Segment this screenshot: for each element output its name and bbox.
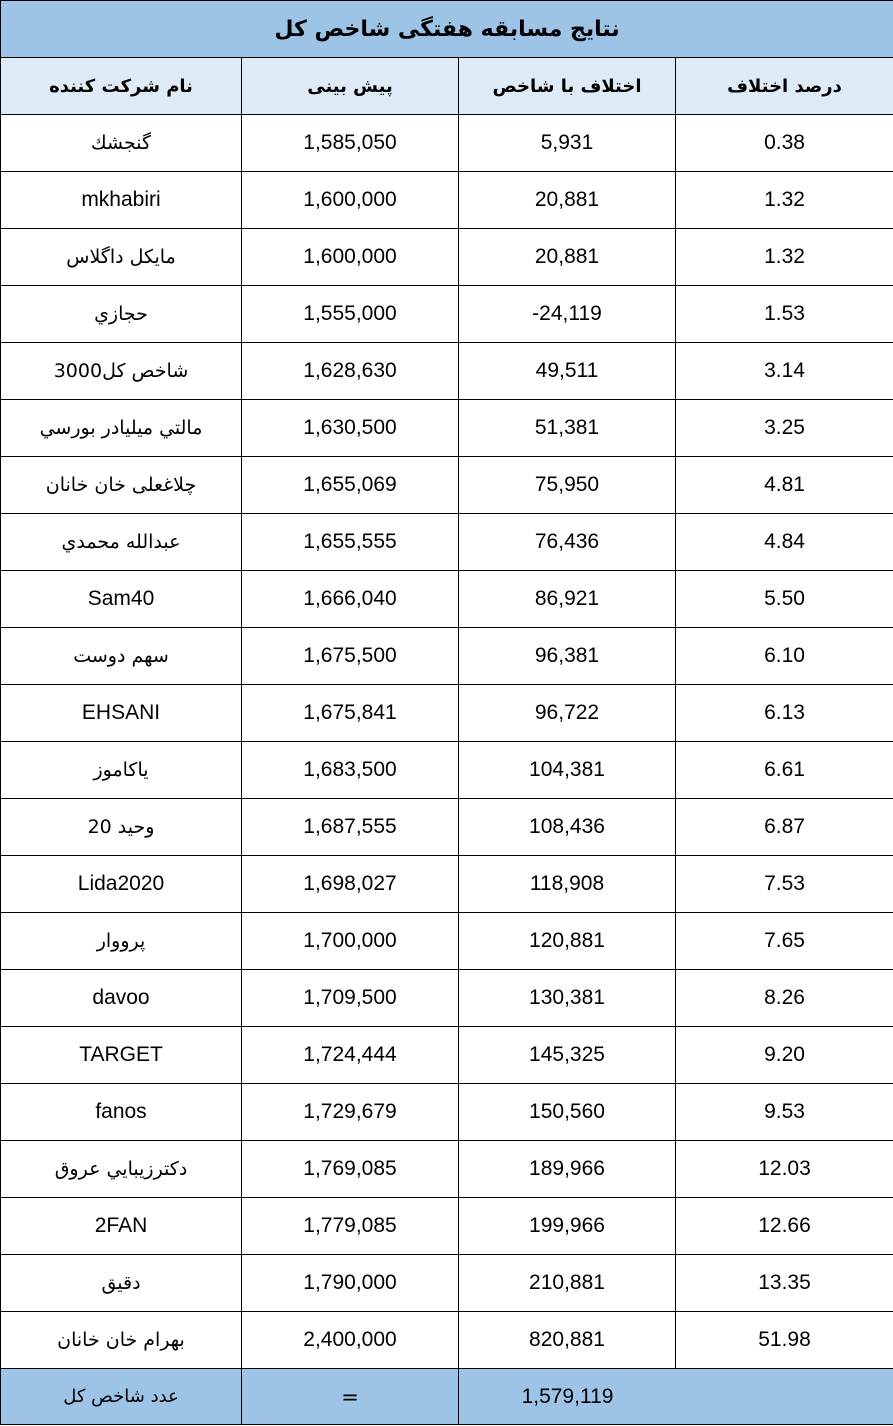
percent-text: 3.25 [764,416,805,439]
table-row [1,799,893,856]
percent-cell [676,742,893,799]
difference-text: 49,511 [535,359,599,382]
table-row [1,571,893,628]
table-row [1,1198,893,1255]
header-percent: درصد اختلاف [676,58,893,115]
participant-name-text: Lida2020 [77,872,165,895]
percent-cell [676,229,893,286]
percent-text: 12.66 [758,1214,811,1237]
prediction-text: 1,628,630 [303,359,397,382]
prediction-cell [242,856,459,913]
difference-cell [459,457,676,514]
percent-cell [676,457,893,514]
prediction-text: 1,675,841 [303,701,397,724]
prediction-cell [242,1198,459,1255]
difference-cell [459,514,676,571]
table-row [1,286,893,343]
prediction-text: 1,600,000 [303,188,397,211]
prediction-cell [242,913,459,970]
table-row [1,115,893,172]
participant-name-cell [1,1198,242,1255]
difference-text: 20,881 [534,245,600,268]
table-row [1,514,893,571]
prediction-cell [242,799,459,856]
prediction-text: 1,709,500 [303,986,397,1009]
participant-name-cell [1,400,242,457]
prediction-text: 2,400,000 [303,1328,397,1351]
prediction-text: 1,675,500 [303,644,397,667]
header-difference: اختلاف با شاخص [459,58,676,115]
percent-cell [676,571,893,628]
prediction-text: 1,585,050 [303,131,397,154]
table-row [1,400,893,457]
difference-text: 145,325 [529,1043,605,1066]
percent-cell [676,1027,893,1084]
participant-name-text: عبدالله محمدي [61,531,181,553]
percent-cell [676,1141,893,1198]
footer-equals: = [242,1369,459,1425]
prediction-cell [242,514,459,571]
prediction-text: 1,687,555 [303,815,397,838]
prediction-cell [242,400,459,457]
percent-text: 6.13 [764,701,805,724]
table-row [1,970,893,1027]
footer-index-value [459,1369,893,1425]
difference-cell [459,571,676,628]
percent-cell [676,400,893,457]
percent-text: 8.26 [764,986,805,1009]
percent-text: 1.53 [764,302,805,325]
prediction-cell [242,970,459,1027]
participant-name-text: مالتي ميليادر بورسي [39,417,203,439]
difference-text: 51,381 [534,416,600,439]
footer-row [1,1369,893,1425]
percent-text: 5.50 [764,587,805,610]
prediction-cell [242,457,459,514]
prediction-text: 1,600,000 [303,245,397,268]
participant-name-cell [1,799,242,856]
participant-name-cell [1,229,242,286]
difference-text: 76,436 [534,530,600,553]
participant-name-text: 2FAN [94,1214,148,1237]
participant-name-text: سهم دوست [73,645,169,667]
prediction-cell [242,229,459,286]
percent-cell [676,970,893,1027]
prediction-cell [242,571,459,628]
prediction-text: 1,630,500 [303,416,397,439]
difference-text: 150,560 [529,1100,605,1123]
participant-name-cell [1,571,242,628]
difference-text: -24,119 [532,302,602,325]
participant-name-cell [1,1084,242,1141]
percent-text: 51.98 [758,1328,811,1351]
participant-name-cell [1,913,242,970]
difference-cell [459,1141,676,1198]
table-row [1,628,893,685]
participant-name-text: یاکاموز [93,759,149,781]
percent-cell [676,514,893,571]
table-row [1,172,893,229]
difference-text: 130,381 [529,986,605,1009]
participant-name-cell [1,856,242,913]
participant-name-cell [1,115,242,172]
percent-text: 0.38 [764,131,805,154]
participant-name-cell [1,514,242,571]
difference-cell [459,1198,676,1255]
percent-text: 9.20 [764,1043,805,1066]
percent-cell [676,1198,893,1255]
difference-text: 104,381 [529,758,605,781]
participant-name-text: بهرام خان خانان [57,1329,185,1351]
percent-cell [676,115,893,172]
difference-text: 118,908 [529,872,605,895]
participant-name-cell [1,1312,242,1369]
difference-cell [459,856,676,913]
participant-name-cell [1,457,242,514]
participant-name-cell [1,286,242,343]
prediction-cell [242,172,459,229]
table-row [1,343,893,400]
prediction-cell [242,1312,459,1369]
prediction-text: 1,655,069 [303,473,397,496]
percent-text: 7.65 [764,929,805,952]
table-row [1,1141,893,1198]
percent-text: 1.32 [764,245,805,268]
participant-name-text: گنجشك [90,132,151,154]
difference-cell [459,742,676,799]
percent-cell [676,685,893,742]
participant-name-text: وحيد 20 [87,816,155,838]
prediction-text: 1,698,027 [303,872,397,895]
percent-text: 6.10 [764,644,805,667]
table-row [1,685,893,742]
prediction-cell [242,286,459,343]
participant-name-cell [1,343,242,400]
participant-name-cell [1,172,242,229]
difference-text: 20,881 [534,188,600,211]
percent-text: 6.61 [764,758,805,781]
participant-name-text: مایکل داگلاس [66,246,176,268]
difference-text: 210,881 [529,1271,605,1294]
prediction-cell [242,1084,459,1141]
difference-cell [459,628,676,685]
percent-text: 4.84 [764,530,805,553]
difference-text: 5,931 [540,131,594,154]
difference-text: 189,966 [529,1157,605,1180]
difference-text: 96,722 [534,701,600,724]
participant-name-text: دكترزيبايي عروق [54,1158,188,1180]
participant-name-cell [1,970,242,1027]
table-row [1,1027,893,1084]
difference-text: 86,921 [534,587,600,610]
difference-cell [459,229,676,286]
percent-cell [676,343,893,400]
participant-name-text: davoo [92,986,150,1009]
prediction-cell [242,343,459,400]
difference-cell [459,970,676,1027]
footer-index-number: 1,579,119 [521,1384,614,1408]
prediction-cell [242,628,459,685]
difference-cell [459,1084,676,1141]
difference-cell [459,1027,676,1084]
percent-cell [676,1255,893,1312]
prediction-text: 1,700,000 [303,929,397,952]
percent-text: 4.81 [764,473,805,496]
difference-text: 199,966 [529,1214,605,1237]
header-prediction: پیش بینی [242,58,459,115]
participant-name-text: Sam40 [87,587,155,610]
prediction-text: 1,779,085 [303,1214,397,1237]
difference-cell [459,913,676,970]
page-title: نتایج مسابقه هفتگی شاخص کل [1,1,893,58]
participant-name-text: دقیق [101,1272,141,1294]
percent-text: 12.03 [758,1157,811,1180]
header-name: نام شرکت کننده [1,58,242,115]
participant-name-cell [1,1255,242,1312]
prediction-text: 1,724,444 [303,1043,397,1066]
table-row [1,1312,893,1369]
difference-text: 820,881 [529,1328,605,1351]
percent-text: 3.14 [764,359,805,382]
percent-text: 7.53 [764,872,805,895]
difference-cell [459,343,676,400]
participant-name-text: TARGET [79,1043,163,1066]
difference-cell [459,172,676,229]
difference-text: 108,436 [529,815,605,838]
difference-cell [459,115,676,172]
prediction-text: 1,729,679 [303,1100,397,1123]
footer-label: عدد شاخص کل [1,1369,242,1425]
table-row [1,742,893,799]
percent-text: 13.35 [758,1271,811,1294]
participant-name-cell [1,1027,242,1084]
prediction-text: 1,790,000 [303,1271,397,1294]
participant-name-cell [1,628,242,685]
difference-cell [459,685,676,742]
prediction-text: 1,769,085 [303,1157,397,1180]
percent-cell [676,1312,893,1369]
prediction-text: 1,555,000 [303,302,397,325]
percent-cell [676,799,893,856]
percent-text: 1.32 [764,188,805,211]
percent-cell [676,1084,893,1141]
title-row [1,1,893,58]
participant-name-cell [1,1141,242,1198]
prediction-cell [242,742,459,799]
difference-cell [459,1312,676,1369]
percent-cell [676,628,893,685]
participant-name-text: fanos [95,1100,147,1123]
participant-name-text: شاخص كل3000 [53,360,189,382]
prediction-cell [242,1141,459,1198]
prediction-text: 1,655,555 [303,530,397,553]
percent-text: 9.53 [764,1100,805,1123]
table-row [1,1084,893,1141]
difference-text: 96,381 [534,644,600,667]
percent-cell [676,286,893,343]
prediction-text: 1,666,040 [303,587,397,610]
table-row [1,229,893,286]
percent-text: 6.87 [764,815,805,838]
participant-name-cell [1,685,242,742]
difference-cell [459,286,676,343]
difference-cell [459,400,676,457]
participant-name-text: پرووار [96,930,146,952]
percent-cell [676,913,893,970]
difference-cell [459,799,676,856]
table-row [1,457,893,514]
prediction-cell [242,1027,459,1084]
prediction-text: 1,683,500 [303,758,397,781]
participant-name-text: حجازي [94,303,148,325]
header-row [1,58,893,115]
difference-text: 75,950 [534,473,600,496]
difference-cell [459,1255,676,1312]
prediction-cell [242,1255,459,1312]
prediction-cell [242,685,459,742]
prediction-cell [242,115,459,172]
participant-name-text: چلاغعلی خان خانان [45,474,197,496]
table-row [1,913,893,970]
participant-name-text: mkhabiri [81,188,161,211]
difference-text: 120,881 [529,929,605,952]
participant-name-text: EHSANI [81,701,161,724]
table-row [1,856,893,913]
percent-cell [676,856,893,913]
table-row [1,1255,893,1312]
participant-name-cell [1,742,242,799]
percent-cell [676,172,893,229]
